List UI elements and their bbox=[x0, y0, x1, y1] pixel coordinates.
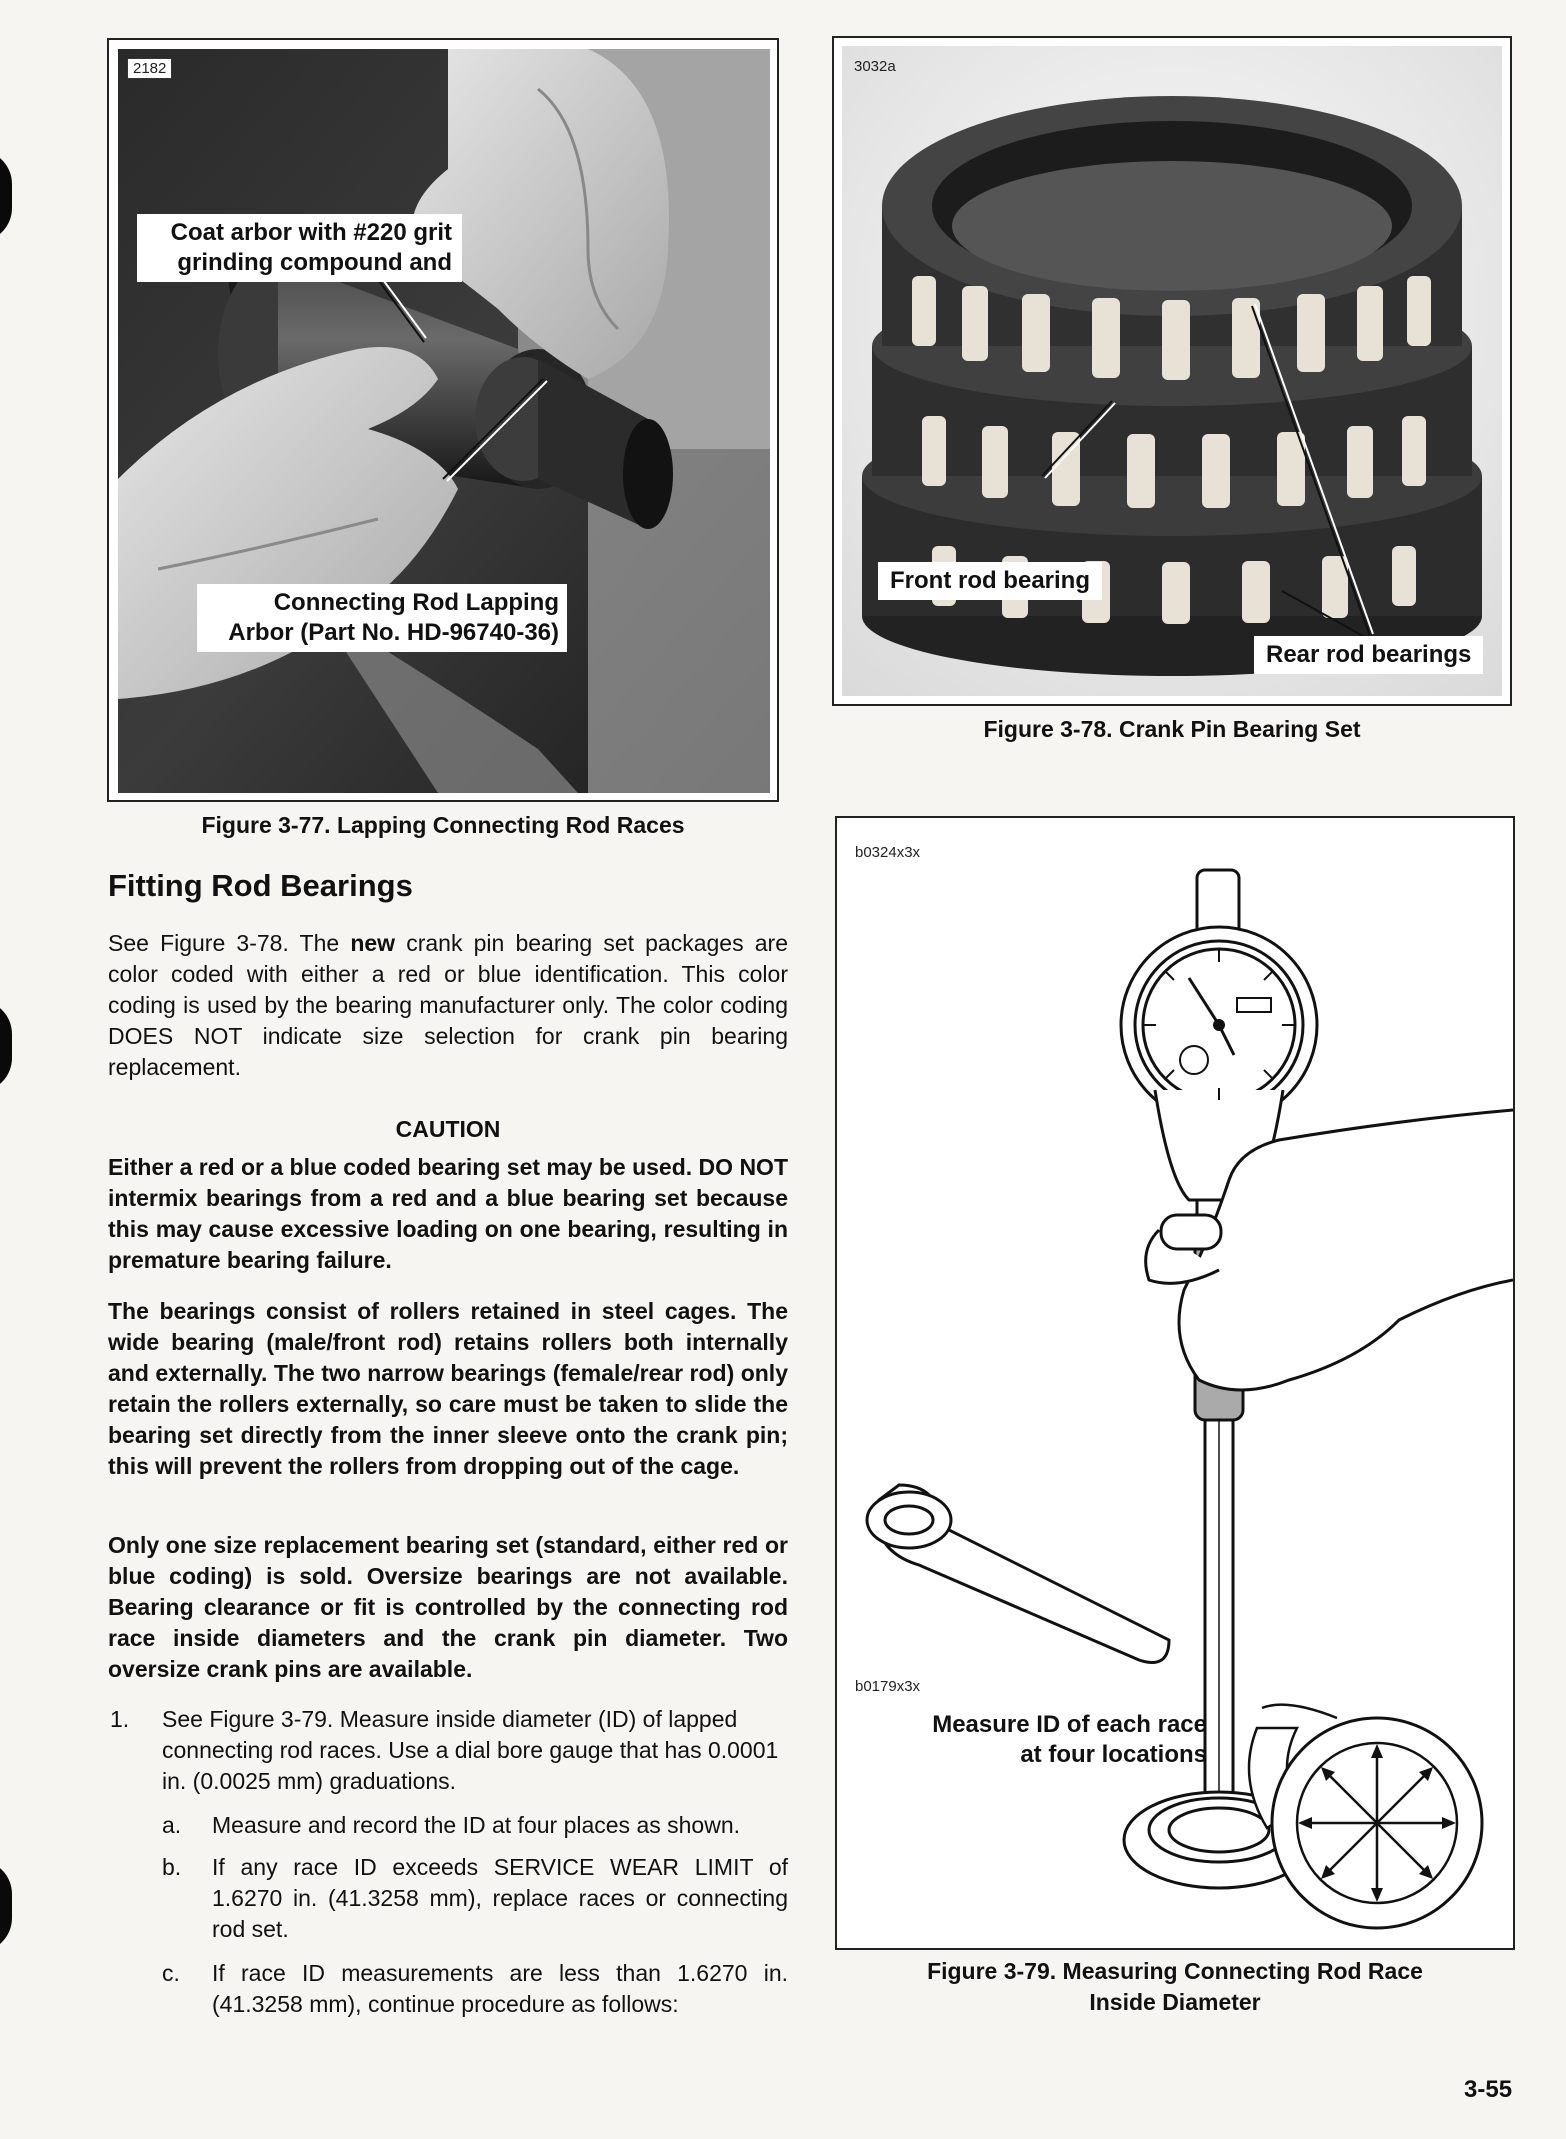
substep-a-text: Measure and record the ID at four places as shown. bbox=[212, 1812, 741, 1838]
substep-a-number: a. bbox=[162, 1812, 182, 1838]
callout-front-rod-bearing: Front rod bearing bbox=[878, 562, 1102, 600]
caution-text: Either a red or a blue coded bearing set may be used. DO NOT intermix bearings from a red and a blue bearing set because this may cause excessive loading on one bearing, resulting in premature bearing failure. bbox=[108, 1154, 788, 1273]
callout-coat-arbor: Coat arbor with #220 grit grinding compound and bbox=[137, 214, 462, 282]
section-heading: Fitting Rod Bearings bbox=[108, 868, 413, 903]
figure-3-78-caption: Figure 3-78. Crank Pin Bearing Set bbox=[983, 716, 1361, 742]
intro-text-start: See Figure 3-78. The bbox=[108, 930, 351, 956]
figure-3-78-id: 3032a bbox=[854, 58, 896, 75]
figure-3-77-caption: Figure 3-77. Lapping Connecting Rod Races bbox=[201, 812, 685, 838]
oversize-info: Only one size replacement bearing set (standard, either red or blue coding) is sold. Oversize bearings are not available. Bearing clearance or fit is controlled by the connecting rod race inside diameters and the crank pin diameter. Two oversize crank pins are available. bbox=[108, 1532, 788, 1682]
intro-text-bold: new bbox=[350, 930, 396, 956]
binder-hole-1 bbox=[0, 150, 12, 242]
figure-3-79-frame bbox=[835, 816, 1515, 1950]
figure-3-79-id-top: b0324x3x bbox=[855, 844, 921, 861]
substep-b-number: b. bbox=[162, 1854, 182, 1880]
callout-lapping-arbor: Connecting Rod Lapping Arbor (Part No. HD-96740-36) bbox=[197, 584, 567, 652]
intro-text-end: crank pin bearing set packages are color coded with either a red or blue identification. This color coding is used by the bearing manufacturer only. The color coding DOES NOT indicate size selection for crank pin bearing replacement. bbox=[108, 930, 788, 1080]
callout-rear-rod-bearings: Rear rod bearings bbox=[1254, 636, 1483, 674]
figure-3-79-caption: Figure 3-79. Measuring Connecting Rod Race Inside Diameter bbox=[927, 1958, 1423, 2015]
caution-title: CAUTION bbox=[395, 1116, 501, 1142]
race-measurement-diagram bbox=[1227, 1688, 1507, 1938]
substep-b-text: If any race ID exceeds SERVICE WEAR LIMIT of 1.6270 in. (41.3258 mm), replace races or connecting rod set. bbox=[212, 1854, 788, 1942]
substep-c-number: c. bbox=[162, 1960, 180, 1986]
intro-paragraph bbox=[108, 928, 788, 1083]
bearings-description: The bearings consist of rollers retained in steel cages. The wide bearing (male/front rod) retains rollers both internally and externally. The two narrow bearings (female/rear rod) only retain the rollers externally, so care must be taken to slide the bearing set directly from the inner sleeve onto the crank pin; this will prevent the rollers from dropping out of the cage. bbox=[108, 1298, 788, 1479]
lapping-arbor-photo bbox=[118, 49, 770, 793]
figure-3-78-frame bbox=[832, 36, 1512, 706]
binder-hole-2 bbox=[0, 1000, 12, 1092]
figure-3-77-frame bbox=[107, 38, 779, 802]
substep-c-text: If race ID measurements are less than 1.6270 in. (41.3258 mm), continue procedure as follows: bbox=[212, 1960, 788, 2017]
figure-3-79-id-bottom: b0179x3x bbox=[855, 1678, 921, 1695]
figure-3-77-id: 2182 bbox=[127, 58, 172, 79]
step-1-number: 1. bbox=[110, 1706, 130, 1732]
callout-measure-id: Measure ID of each race at four locations bbox=[932, 1711, 1207, 1768]
page-number: 3-55 bbox=[1464, 2076, 1513, 2103]
step-1-text: See Figure 3-79. Measure inside diameter (ID) of lapped connecting rod races. Use a dial bore gauge that has 0.0001 in. (0.0025 mm) graduations. bbox=[162, 1706, 779, 1794]
binder-hole-3 bbox=[0, 1860, 12, 1952]
